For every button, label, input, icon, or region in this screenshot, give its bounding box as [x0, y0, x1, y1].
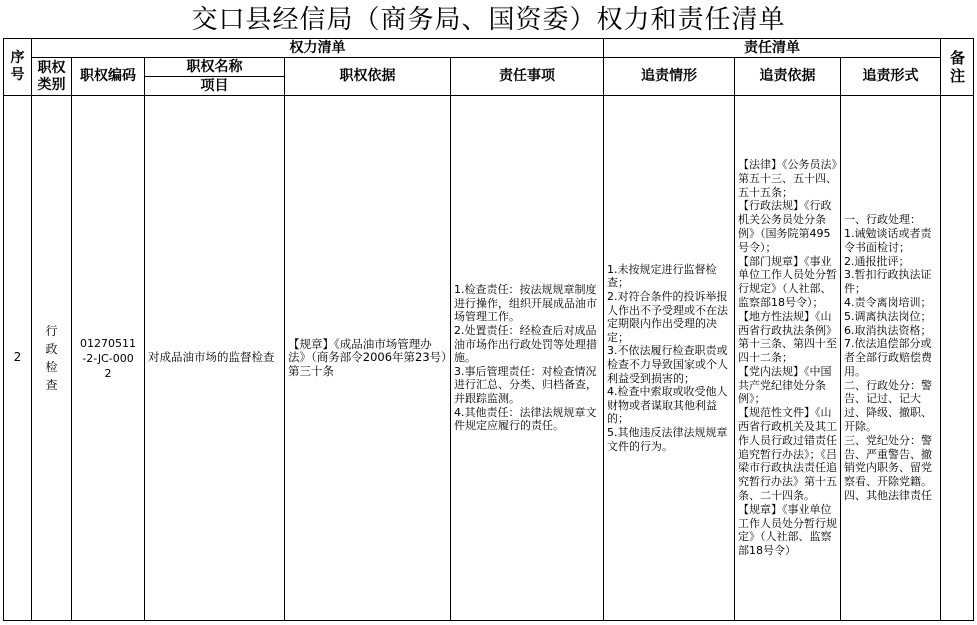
responsibility-list-header: 责任清单: [604, 39, 941, 58]
row-accountability-form: 一、行政处理： 1.诫勉谈话或者责令书面检讨； 2.通报批评； 3.暂扣行政执法证件； 4.责令离岗培训； 5.调离执法岗位； 6.取消执法资格； 7.依法追偿部分或者全部行政赔偿费用。 二、行政处分：警告、记过、记大过、降级、撤职、开除。 三、党纪处分：警告、严重警告、撤销党内职务、留党察看、开除党籍。 四、其他法律责任: [841, 96, 941, 621]
power-list-header: 权力清单: [32, 39, 604, 58]
row-code: 01270511-2-JC-0002: [72, 96, 145, 621]
accountability-case-header: 追责情形: [604, 58, 735, 96]
row-category: 行政检查: [32, 96, 72, 621]
row-accountability-basis: 【法律】《公务员法》第五十三、五十四、五十五条； 【行政法规】《行政机关公务员处分条例》（国务院第495号令）； 【部门规章】《事业单位工作人员处分暂行规定》（人社部、监察部18号令）； 【地方性法规】《山西省行政执法条例》第十三条、第四十至四十二条； 【党内法规】《中国共产党纪律处分条例》； 【规范性文件】《山西省行政机关及其工作人员行政过错责任追究暂行办法》；《吕梁市行政执法责任追究暂行办法》第十五条、二十四条。 【规章】《事业单位工作人员处分暂行规定》（人社部、监察部18号令）: [735, 96, 841, 621]
duty-header: 责任事项: [451, 58, 604, 96]
category-header: 职权类别: [32, 58, 72, 96]
basis-header: 职权依据: [285, 58, 451, 96]
accountability-form-header: 追责形式: [841, 58, 941, 96]
row-duty: 1.检查责任：按法规规章制度进行操作，组织开展成品油市场管理工作。 2.处置责任：经检查后对成品油市场作出行政处罚等处理措施。 3.事后管理责任：对检查情况进行汇总、分类、归档备查，并跟踪监测。 4.其他责任：法律法规规章文件规定应履行的责任。: [451, 96, 604, 621]
row-basis: 【规章】《成品油市场管理办法》（商务部令2006年第23号）第三十条: [285, 96, 451, 621]
row-remark: [941, 96, 974, 621]
row-name: 对成品油市场的监督检查: [145, 96, 285, 621]
row-accountability-case: 1.未按规定进行监督检查； 2.对符合条件的投诉举报人作出不予受理或不在法定期限内作出受理的决定； 3.不依法履行检查职责或检查不力导致国家或个人利益受到损害的； 4.检查中索取或收受他人财物或者谋取其他利益的； 5.其他违反法律法规规章文件的行为。: [604, 96, 735, 621]
page-title: 交口县经信局（商务局、国资委）权力和责任清单: [191, 5, 786, 35]
seq-header: 序号: [4, 39, 32, 96]
row-seq: 2: [4, 96, 32, 621]
item-header: 项目: [145, 77, 285, 96]
accountability-basis-header: 追责依据: [735, 58, 841, 96]
table-row: [4, 96, 974, 621]
power-responsibility-table: [3, 38, 974, 621]
code-header: 职权编码: [72, 58, 145, 96]
remark-header: 备注: [941, 39, 974, 96]
name-header: 职权名称: [145, 58, 285, 77]
